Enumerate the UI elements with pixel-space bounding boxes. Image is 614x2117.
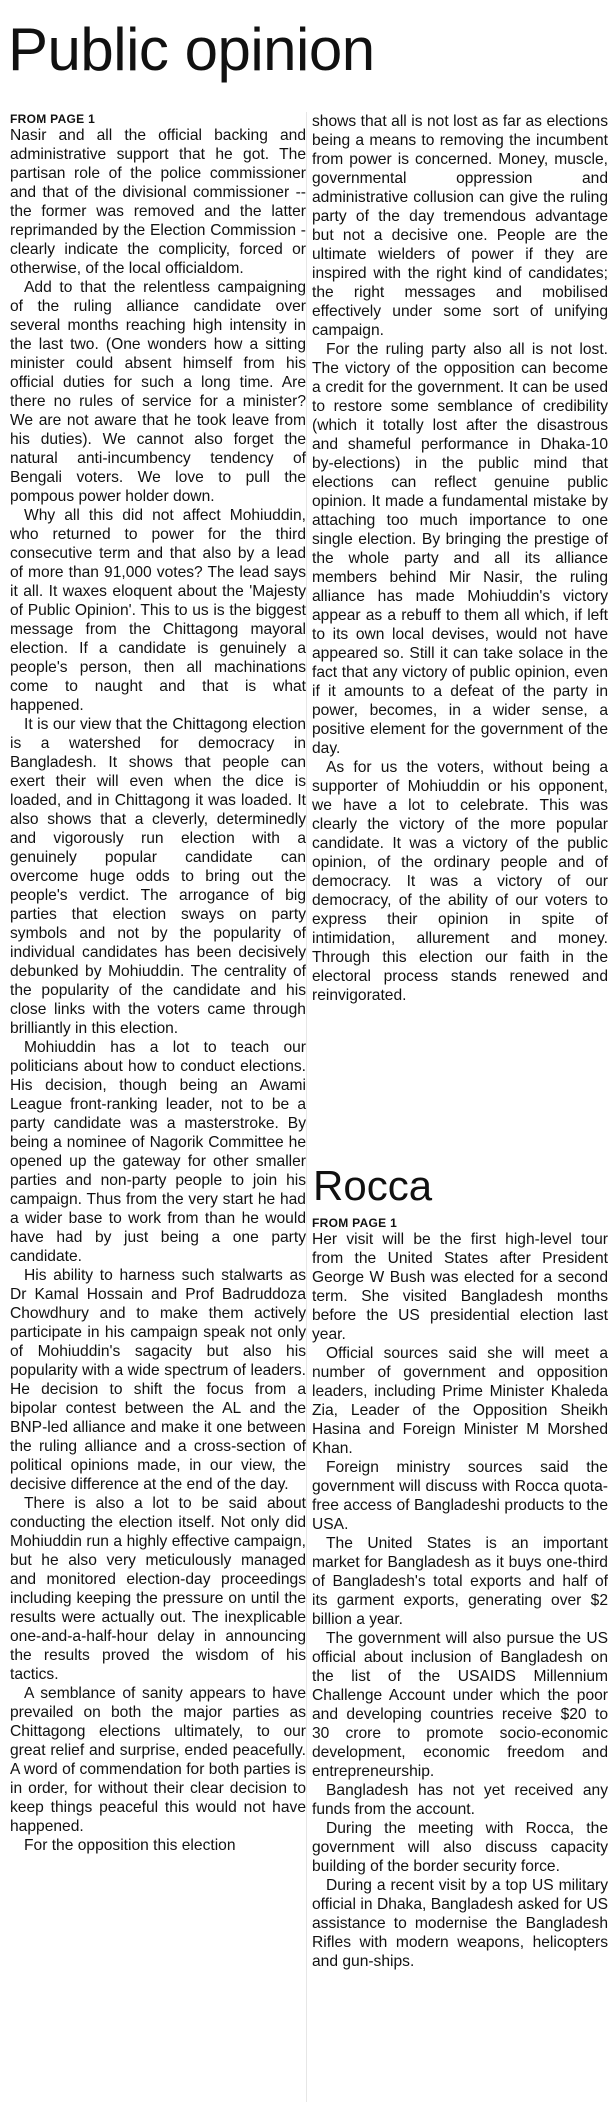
paragraph: During the meeting with Rocca, the government will also discuss capacity building of the border security force. [312,1820,608,1875]
paragraph: The government will also pursue the US official about inclusion of Bangladesh on the list of the USAIDS Millennium Challenge Account under which the poor and developing countries receive $20 to 30 crore to promote socio-economic development, economic freedom and entrepreneurship. [312,1630,608,1780]
paragraph: Mohiuddin has a lot to teach our politicians about how to conduct elections. His decision, though being an Awami League front-ranking leader, not to be a party candidate was a masterstroke. By being a nominee of Nagorik Committee he opened up the gateway for other smaller parties and non-party people to join his campaign. Thus from the very start he had a wider base to work from than he would have had by just being a one party candidate. [10,1039,306,1265]
from-page-label: FROM PAGE 1 [312,1216,398,1230]
headline-rocca: Rocca [313,1162,433,1209]
paragraph: Bangladesh has not yet received any funds from the account. [312,1782,608,1818]
paragraph: A semblance of sanity appears to have prevailed on both the major parties as Chittagong elections ultimately, to our great relief and surprise, ended peacefully. A word of commendation for both parties is in order, for without their clear decision to keep things peaceful this would not have happened. [10,1685,306,1835]
paragraph: Foreign ministry sources said the government will discuss with Rocca quota-free access of Bangladeshi products to the USA. [312,1459,608,1533]
column-divider [306,112,307,2102]
paragraph: It is our view that the Chittagong election is a watershed for democracy in Bangladesh. It shows that people can exert their will even when the dice is loaded, and in Chittagong it was loaded. It also shows that a cleverly, determinedly and vigorously run election with a genuinely popular candidate can overcome huge odds to bring out the people's verdict. The arrogance of big parties that election sways on party symbols and not by the popularity of individual candidates has been decisively debunked by Mohiuddin. The centrality of the popularity of the candidate and his close links with the voters came through brilliantly in this election. [10,716,306,1037]
paragraph: Add to that the relentless campaigning of the ruling alliance candidate over several months reaching high intensity in the last two. (One wonders how a sitting minister could absent himself from his official duties for such a long time. Are there no rules of service for a minister? We are not aware that he took leave from his duties). We cannot also forget the natural anti-incumbency tendency of Bengali voters. We love to pull the pompous power holder down. [10,279,306,505]
paragraph: During a recent visit by a top US military official in Dhaka, Bangladesh asked for US assistance to modernise the Bangladesh Rifles with modern weapons, helicopters and gun-ships. [312,1877,608,1970]
paragraph: For the ruling party also all is not lost. The victory of the opposition can become a credit for the government. It can be used to restore some semblance of credibility (which it totally lost after the disastrous and shameful performance in Dhaka-10 by-elections) in the public mind that elections can reflect genuine public opinion. It made a fundamental mistake by attaching too much importance to one single election. By bringing the prestige of the whole party and all its alliance members behind Mir Nasir, the ruling alliance has made Mohiuddin's victory appear as a rebuff to them all which, if left to its own local devises, would not have appeared so. Still it can take solace in the fact that any victory of public opinion, even if it amounts to a defeat of the party in power, becomes, in a wider sense, a positive element for the government of the day. [312,341,608,757]
from-page-label: FROM PAGE 1 [10,112,96,126]
paragraph: The United States is an important market for Bangladesh as it buys one-third of Bangladesh's total exports and half of its garment exports, generating over $2 billion a year. [312,1535,608,1628]
article-public-opinion-right-column [312,112,608,1142]
headline-public-opinion: Public opinion [8,16,375,83]
paragraph: Nasir and all the official backing and administrative support that he got. The partisan role of the police commissioner and that of the divisional commissioner -- the former was removed and the latter reprimanded by the Election Commission - clearly indicate the complicity, forced or otherwise, of the local officialdom. [10,127,306,277]
paragraph: Her visit will be the first high-level tour from the United States after President George W Bush was elected for a second term. She visited Bangladesh months before the US presidential election last year. [312,1231,608,1343]
paragraph: For the opposition this election [24,1837,236,1854]
article-public-opinion-left-column [10,112,306,2112]
paragraph: As for us the voters, without being a supporter of Mohiuddin or his opponent, we have a lot to celebrate. This was clearly the victory of the more popular candidate. It was a victory of the public opinion, of the ordinary people and of democracy. It was a victory of our democracy, of the ability of our voters to express their opinion in spite of intimidation, allurement and money. Through this election our faith in the electoral process stands renewed and reinvigorated. [312,759,608,1004]
paragraph: Official sources said she will meet a number of government and opposition leaders, including Prime Minister Khaleda Zia, Leader of the Opposition Sheikh Hasina and Foreign Minister M Morshed Khan. [312,1345,608,1457]
paragraph: shows that all is not lost as far as elections being a means to removing the incumbent from power is concerned. Money, muscle, governmental oppression and administrative collusion can give the ruling party of the day tremendous advantage but not a decisive one. People are the ultimate wielders of power if they are inspired with the right kind of candidates; the right messages and mobilised effectively under some sort of unifying campaign. [312,113,608,339]
article-rocca-column [312,1216,608,2106]
paragraph: Why all this did not affect Mohiuddin, who returned to power for the third consecutive term and that also by a lead of more than 91,000 votes? The lead says it all. It waxes eloquent about the 'Majesty of Public Opinion'. This to us is the biggest message from the Chittagong mayoral election. If a candidate is genuinely a people's person, then all machinations come to naught and that is what happened. [10,507,306,714]
paragraph: There is also a lot to be said about conducting the election itself. Not only did Mohiuddin run a highly effective campaign, but he also very meticulously managed and monitored election-day proceedings including keeping the pressure on until the results were actually out. The inexplicable one-and-a-half-hour delay in announcing the results proved the wisdom of his tactics. [10,1495,306,1683]
paragraph: His ability to harness such stalwarts as Dr Kamal Hossain and Prof Badruddoza Chowdhury and to make them actively participate in his campaign speak not only of Mohiuddin's sagacity but also his popularity with a wide spectrum of leaders. He decision to shift the focus from a bipolar contest between the AL and the BNP-led alliance and make it one between the ruling alliance and a cross-section of political opinions made, in our view, the decisive difference at the end of the day. [10,1267,306,1493]
